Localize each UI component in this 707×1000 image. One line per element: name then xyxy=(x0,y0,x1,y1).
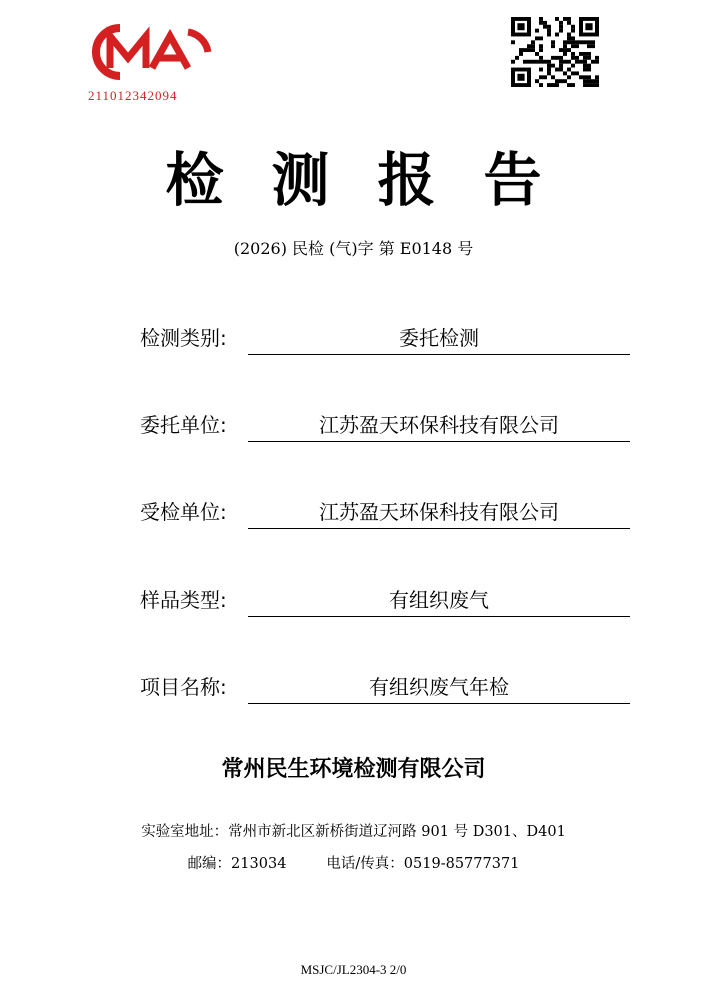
field-underline xyxy=(248,703,630,704)
field-underline xyxy=(248,528,630,529)
report-title xyxy=(0,140,707,220)
field-label: 项目名称: xyxy=(140,675,227,699)
field-underline xyxy=(248,354,630,355)
cma-certificate-number: 211012342094 xyxy=(88,88,178,103)
document-code: MSJC/JL2304-3 2/0 xyxy=(300,962,407,977)
title-char: 检 xyxy=(165,146,224,214)
title-char: 报 xyxy=(377,146,436,214)
title-char: 测 xyxy=(271,146,330,214)
field-sample-type xyxy=(140,578,630,618)
field-value: 江苏盈天环保科技有限公司 xyxy=(319,413,559,437)
postcode: 邮编：213034 xyxy=(187,856,287,872)
field-value: 有组织废气 xyxy=(389,588,489,612)
field-value: 有组织废气年检 xyxy=(369,675,509,699)
contact-info xyxy=(0,852,707,873)
field-project-name xyxy=(140,665,630,705)
qr-code-icon xyxy=(511,17,599,87)
phone-fax: 电话/传真：0519-85777371 xyxy=(326,856,520,872)
company-name: 常州民生环境检测有限公司 xyxy=(221,757,486,782)
field-label: 委托单位: xyxy=(140,413,227,437)
title-char: 告 xyxy=(483,146,542,214)
field-test-category xyxy=(140,316,630,356)
field-client xyxy=(140,403,630,443)
field-label: 检测类别: xyxy=(140,326,227,350)
field-label: 样品类型: xyxy=(140,588,227,612)
cma-logo-icon xyxy=(80,24,212,80)
field-underline xyxy=(248,616,630,617)
field-value: 委托检测 xyxy=(399,326,479,350)
field-label: 受检单位: xyxy=(140,500,227,524)
field-underline xyxy=(248,441,630,442)
lab-address: 实验室地址：常州市新北区新桥街道辽河路 901 号 D301、D401 xyxy=(141,824,566,840)
field-inspected-unit xyxy=(140,490,630,530)
field-value: 江苏盈天环保科技有限公司 xyxy=(319,500,559,524)
report-number: (2026) 民检 (气)字 第 E0148 号 xyxy=(233,239,474,258)
